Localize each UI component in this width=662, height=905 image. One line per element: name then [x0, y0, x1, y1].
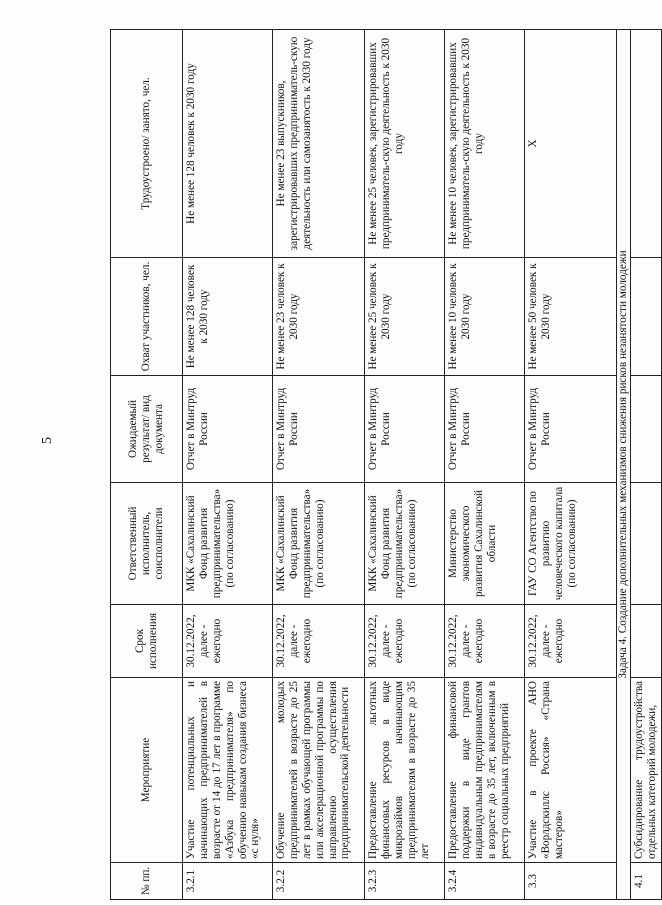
table-row — [631, 30, 662, 900]
row-event: Участие потенциальных и начинающих предпринимателей в возрасте от 14 до 17 лет в программе «Азбука предпринимателя» по обучению навыкам создания бизнеса «с нуля» — [183, 678, 273, 863]
row-employed: Не менее 10 человек, зарегистрировавших предприниматель-скую деятельность к 2030 году — [445, 30, 525, 258]
row-event: Предоставление льготных финансовых ресурсов в виде микрозаймов начинающим предпринимателям в возрасте до 35 лет — [365, 678, 445, 863]
row-result: Отчет в Минтруд России — [273, 376, 365, 483]
row-num: 3.3 — [525, 863, 617, 900]
header-employed: Трудоустроено/ занято, чел. — [111, 30, 183, 258]
row-employed: Не менее 25 человек, зарегистрировавших предприниматель-скую деятельность к 2030 году — [365, 30, 445, 258]
empty-cell — [631, 483, 662, 605]
empty-cell — [631, 30, 662, 258]
row-coverage: Не менее 23 человек к 2030 году — [273, 258, 365, 376]
row-executor: МКК «Сахалинский Фонд развития предпринимательства» (по согласованию) — [365, 483, 445, 605]
row-deadline: 30.12.2022, далее - ежегодно — [365, 605, 445, 678]
table-header-row — [111, 30, 183, 900]
row-event: Субсидирование трудоустройства отдельных категорий молодежи, — [631, 678, 662, 863]
table-row — [365, 30, 445, 900]
task-row — [617, 30, 631, 900]
row-coverage: Не менее 25 человек к 2030 году — [365, 258, 445, 376]
header-event: Мероприятие — [111, 678, 183, 863]
row-executor: Министерство экономического развития Сахалинской области — [445, 483, 525, 605]
row-event: Обучение молодых предпринимателей в возрасте до 25 лет в рамках обучающей программы или акселерационной программы по направлению осуществления предпринимательской деятельности — [273, 678, 365, 863]
rotated-table-wrapper — [110, 30, 658, 900]
task-heading: Задача 4. Создание дополнительных механизмов снижения рисков незанятости молодежи — [617, 30, 631, 900]
table-row — [273, 30, 365, 900]
row-result: Отчет в Минтруд России — [525, 376, 617, 483]
empty-cell — [631, 605, 662, 678]
header-num: № пп. — [111, 863, 183, 900]
row-result: Отчет в Минтруд России — [365, 376, 445, 483]
row-deadline: 30.12.2022, далее - ежегодно — [273, 605, 365, 678]
row-deadline: 30.12.2022, далее - ежегодно — [525, 605, 617, 678]
row-deadline: 30.12.2022, далее - ежегодно — [183, 605, 273, 678]
row-num: 4.1 — [631, 863, 662, 900]
row-event: Участие в проекте АНО «Ворлдскиллс Россия» «Страна мастеров» — [525, 678, 617, 863]
row-num: 3.2.4 — [445, 863, 525, 900]
row-deadline: 30.12.2022, далее - ежегодно — [445, 605, 525, 678]
row-coverage: Не менее 128 человек к 2030 году — [183, 258, 273, 376]
row-event: Предоставление финансовой поддержки в виде грантов индивидуальным предпринимателям в возрасте до 35 лет, включенным в реестр социальных предприятий — [445, 678, 525, 863]
row-coverage: Не менее 50 человек к 2030 году — [525, 258, 617, 376]
table-row — [525, 30, 617, 900]
table-row — [183, 30, 273, 900]
header-deadline: Срок исполнения — [111, 605, 183, 678]
row-executor: МКК «Сахалинский Фонд развития предпринимательства» (по согласованию) — [183, 483, 273, 605]
row-num: 3.2.3 — [365, 863, 445, 900]
header-executor: Ответственный исполнитель, соисполнители — [111, 483, 183, 605]
row-employed: Не менее 128 человек к 2030 году — [183, 30, 273, 258]
header-result: Ожидаемый результат/ вид документа — [111, 376, 183, 483]
row-num: 3.2.2 — [273, 863, 365, 900]
table-row — [445, 30, 525, 900]
empty-cell — [631, 376, 662, 483]
row-executor: ГАУ СО Агентство по развитию человеческого капитала (по согласованию) — [525, 483, 617, 605]
action-plan-table — [110, 29, 662, 900]
header-coverage: Охват участников, чел. — [111, 258, 183, 376]
row-employed: Х — [525, 30, 617, 258]
row-coverage: Не менее 10 человек к 2030 году — [445, 258, 525, 376]
row-executor: МКК «Сахалинский Фонд развития предпринимательства» (по согласованию) — [273, 483, 365, 605]
row-result: Отчет в Минтруд России — [445, 376, 525, 483]
row-result: Отчет в Минтруд России — [183, 376, 273, 483]
row-num: 3.2.1 — [183, 863, 273, 900]
row-employed: Не менее 23 выпускников, зарегистрировавших предприниматель-скую деятельность или самозанятость к 2030 году — [273, 30, 365, 258]
empty-cell — [631, 258, 662, 376]
page-number: 5 — [40, 437, 55, 444]
